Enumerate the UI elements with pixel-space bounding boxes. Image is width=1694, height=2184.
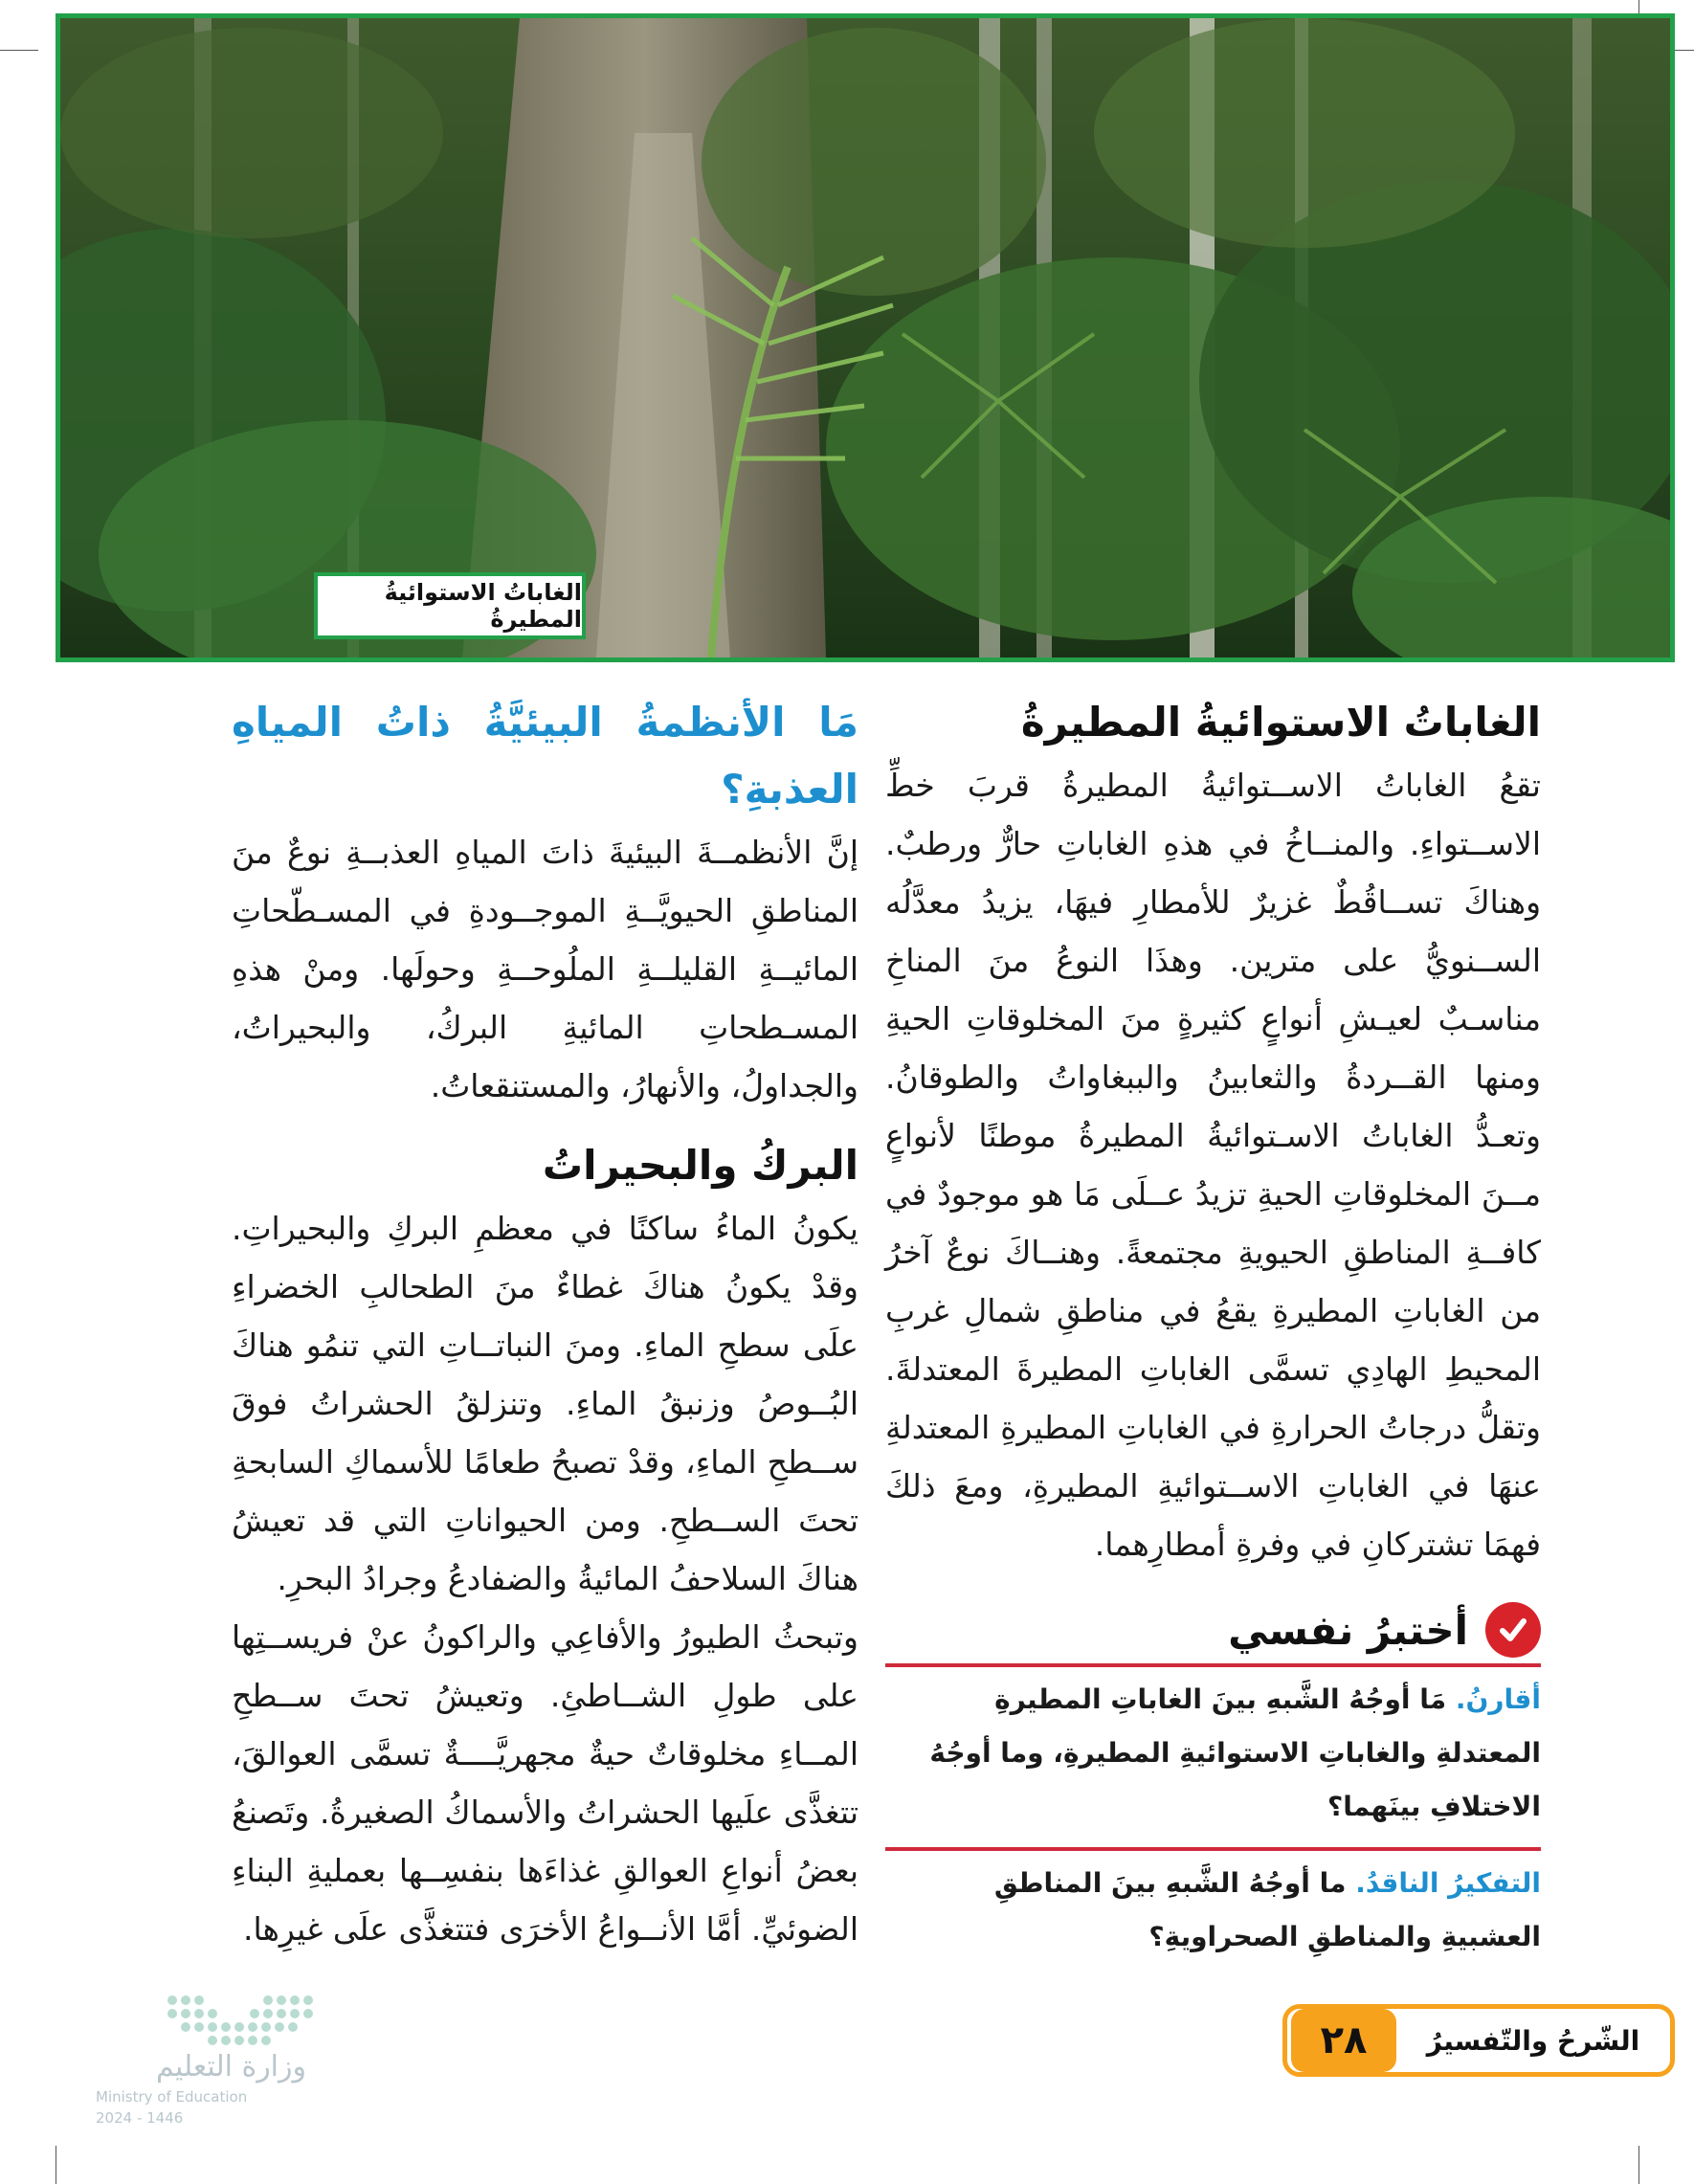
rainforest-photo <box>56 13 1675 662</box>
checkmark-icon <box>1485 1602 1541 1658</box>
rainforest-illustration <box>60 18 1670 657</box>
photo-caption: الغاباتُ الاستوائيةُ المطيرةُ <box>314 572 586 639</box>
ministry-watermark <box>96 1991 325 2134</box>
shore-paragraph: وتبحثُ الطيورُ والأفاعِي والراكونُ عنْ فريســتِها على طولِ الشــاطئِ. وتعيشُ تحتَ ســطحِ المــاءِ مخلوقاتٌ حيةٌ مجهريَّــــةٌ تسمَّى العوالقَ، تتغذَّى علَيها الحشراتُ والأسماكُ الصغيرةُ. وتَصنعُ بعضُ أنواعِ العوالقِ غذاءَها بنفسِــها بعمليةِ البناءِ الضوئيِّ. أمَّا الأنــواعُ الأخرَى فتتغذَّى علَى غيرِها. <box>232 1618 858 1948</box>
question-text: مَا أوجُهُ الشَّبهِ بينَ الغاباتِ المطيرةِ المعتدلةِ والغاباتِ الاستوائيةِ المطيرةِ، وما أوجُهُ الاختلافِ بينَهما؟ <box>929 1683 1541 1822</box>
quiz-question-2 <box>885 1847 1541 1964</box>
self-test-header <box>1139 1596 1541 1663</box>
ministry-name-english: Ministry of Education <box>96 2088 248 2106</box>
left-column <box>232 689 858 1958</box>
right-column <box>885 689 1541 1573</box>
page-number: ٢٨ <box>1291 2009 1396 2072</box>
rainforest-heading: الغاباتُ الاستوائيةُ المطيرةُ <box>1020 699 1541 746</box>
ponds-lakes-heading: البركُ والبحيراتُ <box>542 1142 858 1189</box>
freshwater-paragraph: إنَّ الأنظمــةَ البيئيةَ ذاتَ المياهِ العذبــةِ نوعٌ منَ المناطقِ الحيويَّــةِ الموجــودةِ في المسـطّحاتِ المائيــةِ القليلــةِ الملُوحــةِ وحولَها. ومنْ هذهِ المسـطحاتِ المائيةِ البركُ، والبحيراتُ، والجداولُ، والأنهارُ، والمستنقعاتُ. <box>232 834 858 1104</box>
rainforest-paragraph: تقعُ الغاباتُ الاســتوائيةُ المطيرةُ قربَ خطِّ الاســتواءِ. والمنــاخُ في هذهِ الغاباتِ حارٌّ ورطبٌ. وهناكَ تســاقُطٌ غزيرٌ للأمطارِ فيهَا، يزيدُ معدَّلُه الســنويُّ على مترين. وهذَا النوعُ منَ المناخِ مناسـبٌ لعيـشِ أنواعٍ كثيرةٍ منَ المخلوقاتِ الحيةِ ومنها القــردةُ والثعابينُ والببغاواتُ والطوقانُ. وتعـدُّ الغاباتُ الاسـتوائيةُ المطيرةُ موطنًا لأنواعٍ مــنَ المخلوقاتِ الحيةِ تزيدُ عــلَى مَا هو موجودٌ في كافــةِ المناطقِ الحيويةِ مجتمعةً. وهنــاكَ نوعٌ آخرُ من الغاباتِ المطيرةِ يقعُ في مناطقِ شمالِ غربِ المحيطِ الهادِي تسمَّى الغاباتِ المطيرةَ المعتدلةَ. وتقلُّ درجاتُ الحرارةِ في الغاباتِ المطيرةِ المعتدلةِ عنهَا في الغاباتِ الاســتوائيةِ المطيرةِ، ومعَ ذلكَ فهمَا تشتركانِ في وفرةِ أمطارِهما. <box>885 767 1541 1563</box>
crop-mark <box>1638 2146 1639 2184</box>
ministry-year: 2024 - 1446 <box>96 2109 184 2127</box>
crop-mark <box>0 50 38 51</box>
page-footer <box>1282 2004 1675 2077</box>
section-label: الشّرحُ والتّفسيرُ <box>1426 2024 1640 2057</box>
question-label: التفكيرُ الناقدُ. <box>1355 1867 1541 1899</box>
ministry-logo-icon <box>163 1991 316 2048</box>
ministry-name-arabic: وزارة التعليم <box>155 2050 306 2084</box>
freshwater-heading: مَا الأنظمةُ البيئيَّةُ ذاتُ المياهِ العذبةِ؟ <box>232 699 858 813</box>
self-test-title: أختبرُ نفسي <box>1228 1606 1468 1654</box>
question-text: ما أوجُهُ الشَّبهِ بينَ المناطقِ العشبيةِ والمناطقِ الصحراويةِ؟ <box>993 1867 1541 1952</box>
ponds-paragraph: يكونُ الماءُ ساكنًا في معظمِ البركِ والبحيراتِ. وقدْ يكونُ هناكَ غطاءٌ منَ الطحالبِ الخضراءِ علَى سطحِ الماءِ. ومنَ النباتــاتِ التي تنمُو هناكَ البُــوصُ وزنبقُ الماءِ. وتنزلقُ الحشراتُ فوقَ ســطحِ الماءِ، وقدْ تصبحُ طعامًا للأسماكِ السابحةِ تحتَ الســطحِ. ومن الحيواناتِ التي قد تعيشُ هناكَ السلاحفُ المائيةُ والضفادعُ وجرادُ البحرِ. <box>232 1210 858 1597</box>
quiz-question-1 <box>885 1663 1541 1834</box>
question-label: أقارنُ. <box>1455 1683 1541 1715</box>
